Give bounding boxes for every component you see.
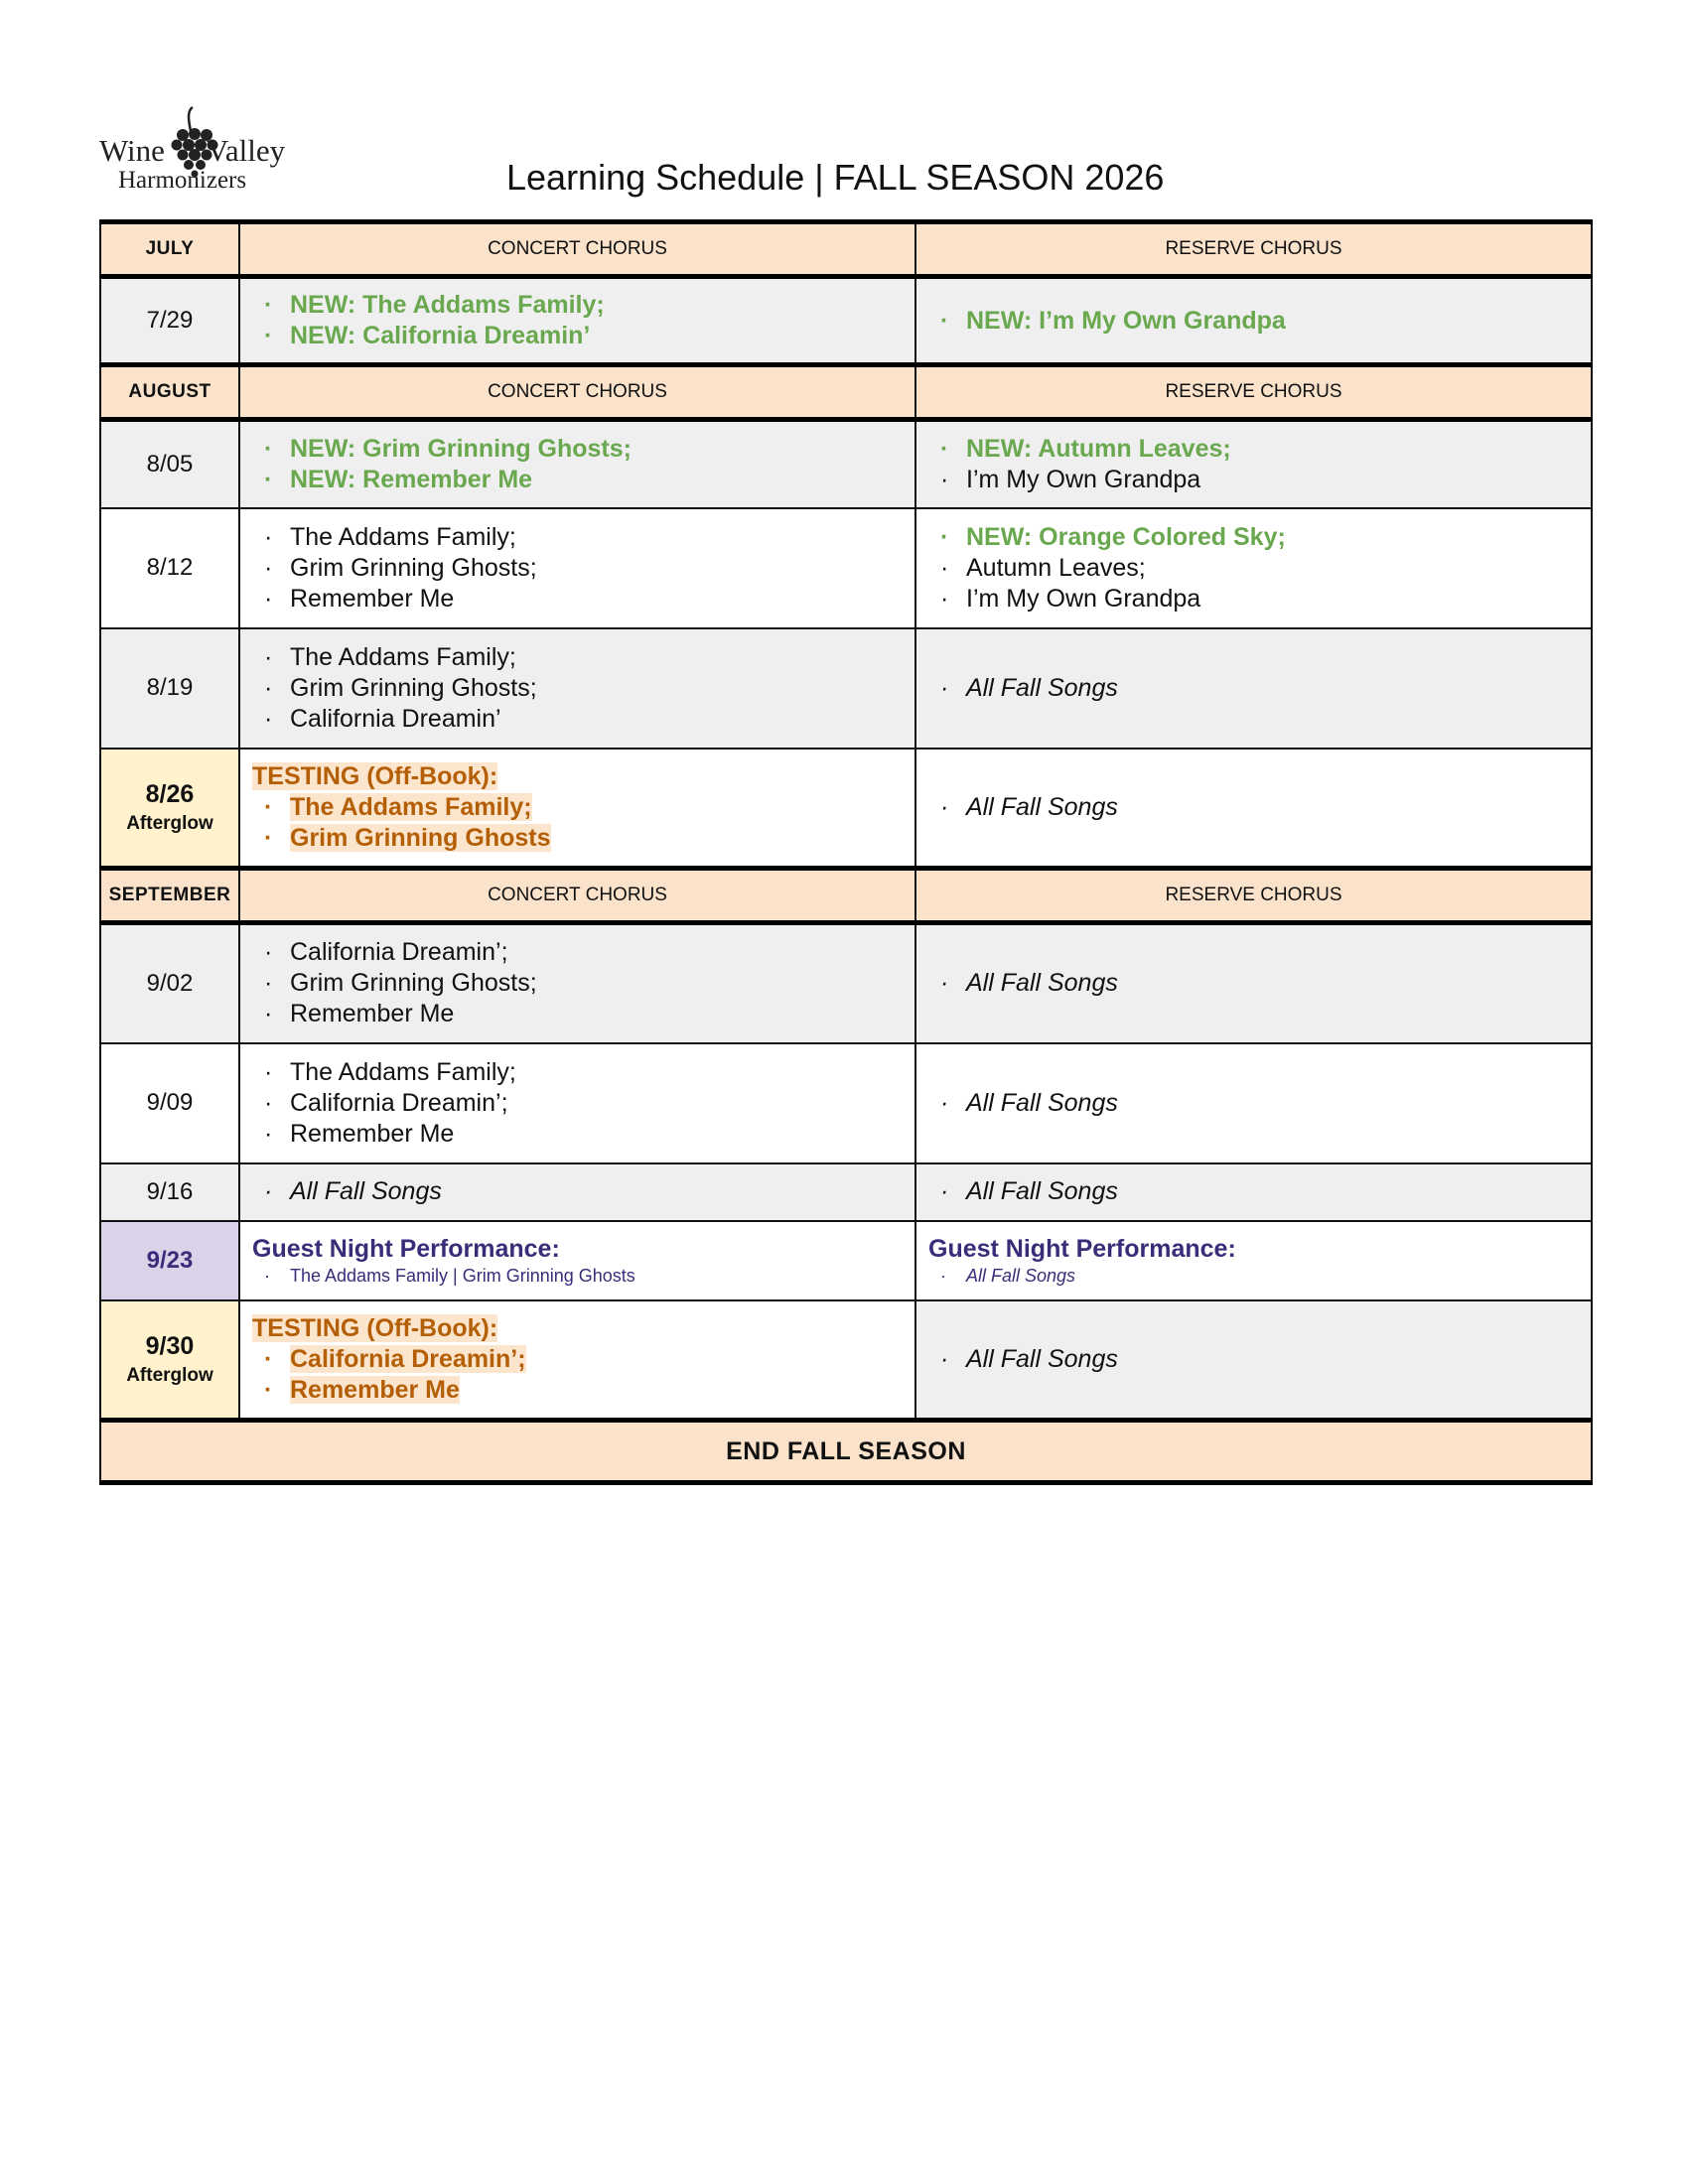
- song-item: · California Dreamin’;: [264, 1344, 901, 1375]
- page-title: Learning Schedule | FALL SEASON 2026: [506, 157, 1165, 198]
- reserve-cell: [915, 508, 1592, 628]
- song-item: · California Dreamin’;: [264, 937, 901, 968]
- date-cell: 7/29: [100, 277, 239, 365]
- end-season-label: END FALL SEASON: [100, 1421, 1592, 1483]
- song-item: · Autumn Leaves;: [940, 553, 1577, 584]
- song-item: · The Addams Family;: [264, 1057, 901, 1088]
- song-item: · California Dreamin’: [264, 704, 901, 735]
- reserve-cell: [915, 1221, 1592, 1300]
- concert-chorus-header: CONCERT CHORUS: [239, 222, 915, 277]
- song-item: · All Fall Songs: [940, 792, 1577, 823]
- schedule-row-7-29: [100, 277, 1592, 365]
- song-item: · The Addams Family;: [264, 792, 901, 823]
- schedule-row-9-09: [100, 1043, 1592, 1163]
- date-cell: 8/05: [100, 420, 239, 508]
- schedule-row-9-16: [100, 1163, 1592, 1221]
- date-cell: 8/19: [100, 628, 239, 749]
- reserve-chorus-header: RESERVE CHORUS: [915, 365, 1592, 420]
- song-item: · I’m My Own Grandpa: [940, 465, 1577, 495]
- guest-night-heading: Guest Night Performance:: [928, 1235, 1236, 1263]
- wvh-logo: [99, 105, 298, 199]
- testing-heading: TESTING (Off-Book):: [252, 761, 498, 790]
- reserve-chorus-header: RESERVE CHORUS: [915, 222, 1592, 277]
- concert-cell: [239, 420, 915, 508]
- song-item: · All Fall Songs: [940, 1088, 1577, 1119]
- date-label: 9/30: [145, 1331, 195, 1360]
- schedule-row-8-19: [100, 628, 1592, 749]
- song-item: · Remember Me: [264, 1375, 901, 1406]
- reserve-cell: [915, 277, 1592, 365]
- afterglow-label: Afterglow: [126, 812, 213, 834]
- schedule-row-9-23: [100, 1221, 1592, 1300]
- song-item: · All Fall Songs: [940, 673, 1577, 704]
- date-cell: 9/16: [100, 1163, 239, 1221]
- schedule-row-9-02: [100, 923, 1592, 1043]
- schedule-row-8-12: [100, 508, 1592, 628]
- date-cell: 9/02: [100, 923, 239, 1043]
- concert-chorus-header: CONCERT CHORUS: [239, 365, 915, 420]
- date-label: 8/26: [145, 779, 195, 808]
- reserve-cell: [915, 628, 1592, 749]
- concert-cell: [239, 749, 915, 869]
- song-item: · Grim Grinning Ghosts;: [264, 673, 901, 704]
- song-item: · NEW: California Dreamin’: [264, 321, 901, 351]
- concert-cell: [239, 923, 915, 1043]
- date-cell: 9/09: [100, 1043, 239, 1163]
- month-label: SEPTEMBER: [100, 869, 239, 923]
- reserve-cell: [915, 1300, 1592, 1421]
- schedule-row-9-30: [100, 1300, 1592, 1421]
- song-item: · Grim Grinning Ghosts: [264, 823, 901, 854]
- concert-chorus-header: CONCERT CHORUS: [239, 869, 915, 923]
- concert-cell: [239, 1163, 915, 1221]
- song-item: · I’m My Own Grandpa: [940, 584, 1577, 614]
- song-item: · NEW: Autumn Leaves;: [940, 434, 1577, 465]
- schedule-row-8-05: [100, 420, 1592, 508]
- song-item: · NEW: The Addams Family;: [264, 290, 901, 321]
- month-label: AUGUST: [100, 365, 239, 420]
- concert-cell: [239, 628, 915, 749]
- song-item: · California Dreamin’;: [264, 1088, 901, 1119]
- song-item: · All Fall Songs: [940, 1176, 1577, 1207]
- concert-cell: [239, 1221, 915, 1300]
- song-item: · All Fall Songs: [940, 968, 1577, 999]
- reserve-cell: [915, 749, 1592, 869]
- song-item: · The Addams Family | Grim Grinning Ghosts: [264, 1265, 901, 1287]
- reserve-cell: [915, 1043, 1592, 1163]
- song-item: · All Fall Songs: [940, 1265, 1577, 1287]
- month-header-july: [100, 222, 1592, 277]
- song-item: · All Fall Songs: [940, 1344, 1577, 1375]
- reserve-cell: [915, 923, 1592, 1043]
- date-cell: 9/23: [100, 1221, 239, 1300]
- concert-cell: [239, 508, 915, 628]
- song-item: · The Addams Family;: [264, 642, 901, 673]
- concert-cell: [239, 1043, 915, 1163]
- song-item: · NEW: Orange Colored Sky;: [940, 522, 1577, 553]
- logo-text-line1: Wine Valley: [99, 133, 286, 168]
- date-cell: [100, 1300, 239, 1421]
- song-item: · Remember Me: [264, 999, 901, 1029]
- song-item: · All Fall Songs: [264, 1176, 901, 1207]
- end-season-row: [100, 1421, 1592, 1483]
- reserve-cell: [915, 420, 1592, 508]
- reserve-chorus-header: RESERVE CHORUS: [915, 869, 1592, 923]
- song-item: · NEW: Remember Me: [264, 465, 901, 495]
- reserve-cell: [915, 1163, 1592, 1221]
- concert-cell: [239, 277, 915, 365]
- song-item: · Grim Grinning Ghosts;: [264, 553, 901, 584]
- song-item: · Remember Me: [264, 584, 901, 614]
- month-header-september: [100, 869, 1592, 923]
- date-cell: 8/12: [100, 508, 239, 628]
- date-cell: [100, 749, 239, 869]
- guest-night-heading: Guest Night Performance:: [252, 1235, 560, 1263]
- song-item: · The Addams Family;: [264, 522, 901, 553]
- schedule-row-8-26: [100, 749, 1592, 869]
- month-label: JULY: [100, 222, 239, 277]
- concert-cell: [239, 1300, 915, 1421]
- song-item: · NEW: I’m My Own Grandpa: [940, 306, 1577, 337]
- song-item: · Remember Me: [264, 1119, 901, 1150]
- logo-text-line2: Harmonizers: [118, 167, 247, 194]
- learning-schedule-table: [99, 219, 1593, 1485]
- song-item: · NEW: Grim Grinning Ghosts;: [264, 434, 901, 465]
- testing-heading: TESTING (Off-Book):: [252, 1313, 498, 1342]
- afterglow-label: Afterglow: [126, 1364, 213, 1386]
- song-item: · Grim Grinning Ghosts;: [264, 968, 901, 999]
- month-header-august: [100, 365, 1592, 420]
